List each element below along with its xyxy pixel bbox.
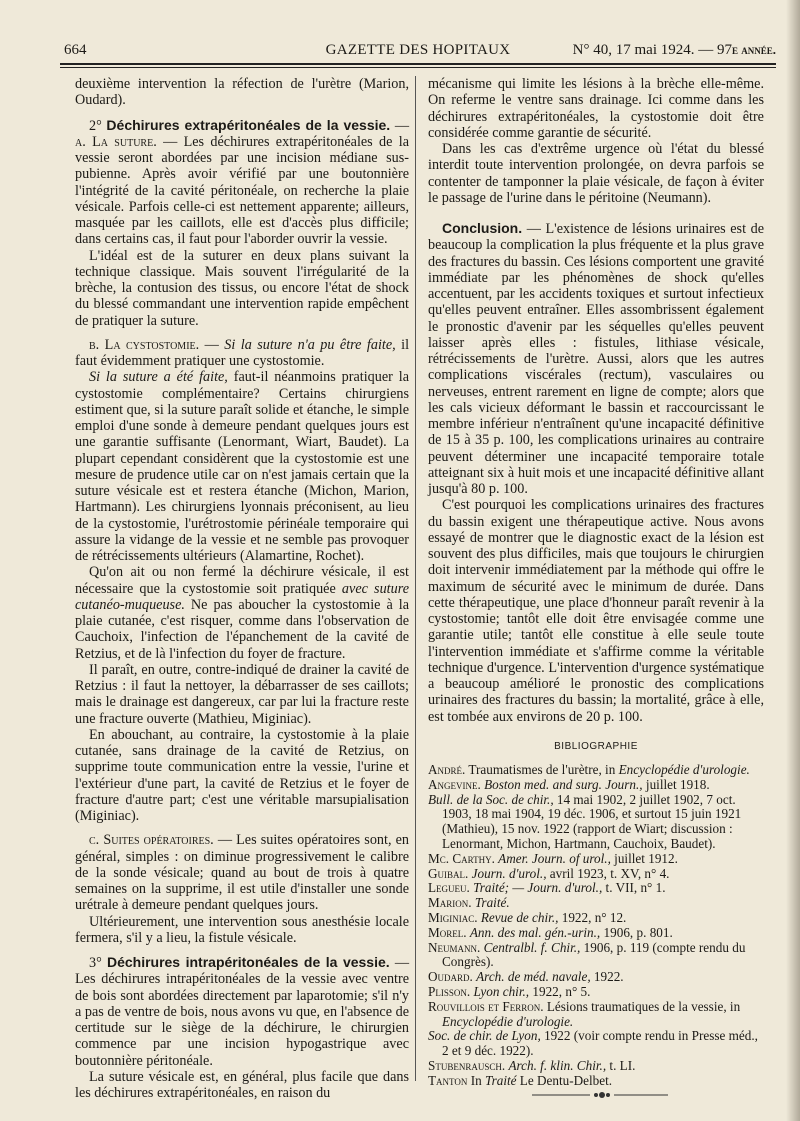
bibliography-entry: Plisson. Lyon chir., 1922, n° 5. (428, 983, 591, 999)
bibliography-entry: Guibal. Journ. d'urol., avril 1923, t. XV, n° 4. (428, 865, 670, 881)
bibliography-entry: André. Traumatismes de l'urètre, in Encyclopédie d'urologie. (428, 762, 750, 777)
bibliography-entry: Mc. Carthy. Amer. Journ. of urol., juillet 1912. (428, 850, 678, 866)
header-rule-thick (60, 63, 776, 65)
subsection-b-heading: b. La cystostomie. (89, 336, 200, 353)
page-edge-shadow (786, 0, 800, 1121)
page-number: 664 (64, 42, 87, 58)
paragraph: deuxième intervention la réfection de l'urètre (Marion, Oudard). (75, 76, 409, 109)
bibliography-entry: Tanton In Traité Le Dentu-Delbet. (428, 1072, 613, 1088)
subsection-c-paragraph: c. Suites opératoires. — Les suites opératoires sont, en général, simples : on diminue progressivement le calibre de la sonde vésicale; quand au bout de trois à quatre semaines on la supprime, il est utile d'installer une sonde urétrale à demeure pendant quelques jours. (75, 832, 410, 914)
paragraph: Il paraît, en outre, contre-indiqué de drainer la cavité de Retzius : il faut la nettoyer, la débarrasser de ses caillots; mais le drainage est dangereux, car par lui la fracture reste une fracture ouverte (Mathieu, Miginiac). (75, 661, 409, 727)
paragraph: La suture vésicale est, en général, plus facile que dans les déchirures extrapéritonéales, en raison du (75, 1068, 409, 1101)
bibliography-entry: Legueu. Traité; — Journ. d'urol., t. VII, n° 1. (428, 880, 666, 896)
section-3-heading: Déchirures intrapéritonéales de la vessie. (106, 954, 390, 970)
subsection-a-heading: — a. La suture. (75, 117, 409, 150)
issue-date: N° 40, 17 mai 1924. — 97e année. (572, 42, 776, 58)
bibliography-title: BIBLIOGRAPHIE (554, 740, 638, 752)
conclusion-heading: Conclusion. (442, 220, 523, 236)
paragraph: Ultérieurement, une intervention sous anesthésie locale fermera, s'il y a lieu, la fistule vésicale. (75, 913, 409, 946)
subsection-b-paragraph: b. La cystostomie. — Si la suture n'a pu être faite, il faut évidemment pratiquer une cystostomie. (75, 336, 410, 369)
bibliography-entry: Stubenrausch. Arch. f. klin. Chir., t. LI. (428, 1057, 636, 1073)
bibliography-entry: Bull. de la Soc. de chir., 14 mai 1902, 2 juillet 1902, 7 oct. 1903, 18 mai 1904, 19 déc. 1906, et surtout 15 juin 1921 (Mathieu), 15 nov. 1922 (rapport de Wiart; discussion : Lenormant, Michon, Hartmann, Cauchoix, Baudet). (428, 791, 742, 851)
end-ornament (530, 1090, 670, 1100)
bibliography-entry: Miginiac. Revue de chir., 1922, n° 12. (428, 909, 627, 925)
paragraph: C'est pourquoi les complications urinaires des fractures du bassin exigent une thérapeutique active. Nous avons essayé de montrer que le diagnostic exact de la lésion est souvent des plus difficiles, mais que toujours le chirurgien doit intervenir immédiatement par la méthode qui offre le maximum de sécurité avec le minimum de durée. Dans cette thérapeutique, une place d'honneur paraît revenir à la cystostomie; tantôt elle doit être envisagée comme une garantie utile; tantôt elle constitue à elle seule toute l'intervention immédiate et s'affirme comme la véritable technique d'urgence. L'intervention d'urgence systématique a beaucoup amélioré le pronostic des complications urinaires des fractures du bassin; la mortalité, grâce à elle, est tombée aux environs de 20 p. 100. (428, 497, 764, 725)
left-column (75, 76, 409, 1101)
running-header (60, 42, 776, 62)
bibliography-list (428, 763, 764, 1089)
bibliography-entry: Oudard. Arch. de méd. navale, 1922. (428, 969, 624, 985)
section-2-paragraph: 2° Déchirures extrapéritonéales de la vessie. — a. La suture. — Les déchirures extrapéritonéales de la vessie seront abordées par une incision médiane sus-pubienne. Après avoir vérifié par une boutonnière l'intégrité de la cavité péritonéale, on recherche la plaie vésicale. Parfois celle-ci est nettement apparente; ailleurs, masquée par les caillots, elle est d'accès plus difficile; dans certains cas, il faut pour l'aborder ouvrir la vessie. (75, 116, 409, 248)
paragraph: Si la suture a été faite, faut-il néanmoins pratiquer la cystostomie complémentaire? Certains chirurgiens estiment que, si la suture paraît solide et étanche, le simple emploi d'une sonde à demeure pendant quelques jours est une garantie suffisante (Lenormant, Wiart, Baudet). La plupart cependant considèrent que la cystostomie est une mesure de prudence utile car on n'est jamais certain que la suture vésicale est et restera étanche (Michon, Marion, Hartmann). Les chirurgiens lyonnais préconisent, au lieu de la cystostomie, l'urétrostomie périnéale temporaire qui assure la vidange de la vessie et ne semble pas provoquer de rétrécissements ultérieurs (Alamartine, Rochet). (75, 369, 409, 564)
bibliography-entry: Neumann. Centralbl. f. Chir., 1906, p. 119 (compte rendu du Congrès). (428, 939, 746, 970)
bibliography-entry: Rouvillois et Ferron. Lésions traumatiques de la vessie, in Encyclopédie d'urologie. (428, 998, 741, 1029)
bibliography-entry: Soc. de chir. de Lyon, 1922 (voir compte rendu in Presse méd., 2 et 9 déc. 1922). (428, 1028, 758, 1059)
paragraph: L'idéal est de la suturer en deux plans suivant la technique classique. Mais souvent l'irrégularité de la brèche, la contusion des tissus, ou encore l'état de shock du blessé commandant une intervention rapide empêchent de pratiquer la suture. (75, 247, 409, 329)
paragraph: Qu'on ait ou non fermé la déchirure vésicale, il est nécessaire que la cystostomie soit pratiquée avec suture cutanéo-muqueuse. Ne pas aboucher la cystostomie à la plaie cutanée, c'est risquer, comme dans l'observation de Cauchoix, l'infection de l'épanchement de la cavité de Retzius, et de là l'infection du foyer de fracture. (75, 564, 409, 662)
paragraph: mécanisme qui limite les lésions à la brèche elle-même. On referme le ventre sans drainage. Ici comme dans les déchirures extrapéritonéales, la cystostomie doit être considérée comme garantie de sécurité. (428, 76, 764, 141)
subsection-c-heading: c. Suites opératoires. (89, 832, 214, 849)
paragraph: En abouchant, au contraire, la cystostomie à la plaie cutanée, sans drainage de la cavité de Retzius, on supprime toute communication entre la vessie, l'urine et l'extérieur d'une part, la cavité de Retzius et le foyer de fracture d'autre part; c'est une véritable marsupialisation (Miginiac). (75, 726, 409, 824)
paragraph: Dans les cas d'extrême urgence où l'état du blessé interdit toute intervention prolongée, on devra parfois se contenter de tamponner la plaie vésicale, de façon à éviter le passage de l'urine dans le péritoine (Neumann). (428, 141, 764, 206)
header-rule-thin (60, 67, 776, 68)
conclusion-paragraph: Conclusion. — L'existence de lésions urinaires est de beaucoup la complication la plus fréquente et la plus grave des fractures du bassin. Ces lésions comportent une gravité immédiate par les phénomènes de shock qu'elles accentuent, par les accidents toxiques et surtout infectieux qu'elles peuvent entraîner. Elles assombrissent également le pronostic d'avenir par les séquelles qu'elles peuvent laisser après elles : fistules, lithiase vésicale, rétrécissements de l'urètre. Aussi, alors que les autres complications viscérales (rectum), vasculaires ou nerveuses, entrent rarement en ligne de compte; alors que les cals vicieux déformant le bassin et raccourcissant le membre inférieur n'entraînent qu'une incapacité définitive de 15 à 35 p. 100, les complications urinaires au contraire peuvent déterminer une incapacité temporaire totale atteignant six à huit mois et une incapacité définitive allant jusqu'à 80 p. 100. (428, 220, 764, 497)
section-2-heading: Déchirures extrapéritonéales de la vessie. (106, 116, 391, 133)
right-column (428, 76, 764, 1089)
bibliography-entry: Morel. Ann. des mal. gén.-urin., 1906, p. 801. (428, 924, 673, 940)
journal-title: GAZETTE DES HOPITAUX (325, 42, 511, 58)
bibliography-entry: Marion. Traité. (428, 895, 510, 911)
section-3-paragraph: 3° Déchirures intrapéritonéales de la vessie. — Les déchirures intrapéritonéales de la vessie avec ventre de bois sont abordées directement par laparotomie; s'il n'y a pas de ventre de bois, nous avons vu que, en l'absence de certitude sur le siège de la déchirure, le chirurgien commence par une incision hypogastrique avec boutonnière péritonéale. (75, 954, 410, 1069)
column-divider (415, 76, 416, 1081)
bibliography-entry: Angevine. Boston med. and surg. Journ., juillet 1918. (428, 776, 710, 792)
